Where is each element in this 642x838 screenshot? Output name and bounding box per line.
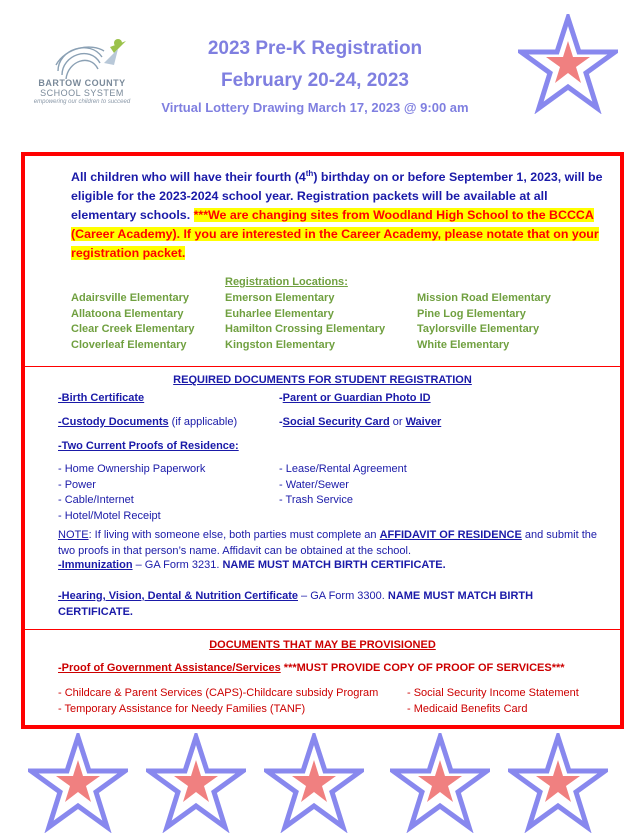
provisioned-item: - Temporary Assistance for Needy Families (TANF) — [58, 702, 306, 715]
section-divider — [25, 366, 620, 367]
locations-col-2 — [225, 291, 385, 353]
star-icon — [390, 733, 490, 833]
residence-item: - Home Ownership Paperwork — [58, 463, 206, 475]
star-icon — [28, 733, 128, 833]
residence-item: - Cable/Internet — [58, 494, 134, 506]
proofs-of-residence: -Two Current Proofs of Residence: — [58, 440, 239, 452]
location-item: Pine Log Elementary — [417, 307, 526, 320]
locations-col-1 — [71, 291, 195, 353]
locations-col-3 — [417, 291, 551, 353]
location-item: Kingston Elementary — [225, 338, 336, 351]
location-item: Euharlee Elementary — [225, 307, 334, 320]
logo-name-line1: BARTOW COUNTY — [38, 78, 126, 88]
star-icon — [518, 14, 618, 114]
custody-documents: -Custody Documents (if applicable) — [58, 416, 238, 428]
location-item: Emerson Elementary — [225, 292, 335, 304]
location-item: Allatoona Elementary — [71, 307, 184, 320]
lottery-date: Virtual Lottery Drawing March 17, 2023 @ 9:00 am — [161, 100, 469, 115]
affidavit-note: NOTE: If living with someone else, both parties must complete an AFFIDAVIT OF RESIDENCE and submit the two proofs in that person’s name. Affidavit can be obtained at the school. — [58, 529, 598, 557]
location-item: Mission Road Elementary — [417, 292, 551, 304]
required-documents-heading: REQUIRED DOCUMENTS FOR STUDENT REGISTRATION — [173, 374, 472, 386]
location-item: Clear Creek Elementary — [71, 323, 195, 335]
social-security-card: -Social Security Card or Waiver — [279, 416, 442, 428]
star-icon — [508, 733, 608, 833]
logo-tagline: empowering our children to succeed — [33, 99, 131, 105]
residence-item: - Trash Service — [279, 494, 353, 506]
section-divider — [25, 629, 620, 630]
hearing-vision-certificate: -Hearing, Vision, Dental & Nutrition Certificate – GA Form 3300. NAME MUST MATCH BIRTH CERTIFICATE. — [58, 590, 534, 618]
intro-text-1: All children who will have their fourth (4 — [71, 170, 306, 185]
intro-superscript: th — [305, 169, 314, 178]
residence-item: - Lease/Rental Agreement — [279, 463, 407, 475]
residence-col-1 — [58, 462, 205, 524]
provisioned-item: - Social Security Income Statement — [407, 687, 579, 699]
location-item: White Elementary — [417, 338, 510, 351]
provisioned-col-1 — [58, 686, 378, 717]
provisioned-col-2 — [407, 686, 579, 717]
star-icon — [264, 733, 364, 833]
photo-id: -Parent or Guardian Photo ID — [279, 392, 431, 404]
registration-dates: February 20-24, 2023 — [220, 70, 409, 91]
logo-name-line2: SCHOOL SYSTEM — [40, 88, 124, 98]
info-box — [21, 152, 624, 729]
star-icon — [146, 733, 246, 833]
eligibility-paragraph — [71, 164, 607, 263]
immunization: -Immunization – GA Form 3231. NAME MUST MATCH BIRTH CERTIFICATE. — [58, 559, 446, 571]
page-title: 2023 Pre-K Registration — [207, 38, 423, 59]
birth-certificate: -Birth Certificate — [58, 392, 145, 404]
intro-text-2: ) birthday on or before September 1, 2023, will be eligible for the 2023-2024 school year. Registration packets will be available at all elementary schools. — [71, 170, 603, 223]
provisioned-item: - Childcare & Parent Services (CAPS)-Childcare subsidy Program — [58, 687, 379, 699]
government-assistance-proof: -Proof of Government Assistance/Services ***MUST PROVIDE COPY OF PROOF OF SERVICES*** — [58, 662, 565, 674]
residence-item: - Water/Sewer — [279, 478, 349, 491]
location-item: Adairsville Elementary — [71, 292, 190, 304]
location-item: Taylorsville Elementary — [417, 323, 540, 335]
site-change-notice: ***We are changing sites from Woodland High School to the BCCCA (Career Academy). If you are interested in the Career Academy, please notate that on your registration packet. — [71, 208, 599, 261]
residence-col-2 — [279, 462, 407, 509]
provisioned-heading: DOCUMENTS THAT MAY BE PROVISIONED — [209, 639, 436, 651]
residence-item: - Power — [58, 478, 96, 491]
bottom-stars — [0, 733, 642, 833]
location-item: Hamilton Crossing Elementary — [225, 323, 386, 335]
provisioned-item: - Medicaid Benefits Card — [407, 702, 528, 715]
location-item: Cloverleaf Elementary — [71, 338, 187, 351]
residence-item: - Hotel/Motel Receipt — [58, 509, 161, 522]
locations-heading: Registration Locations: — [225, 276, 348, 288]
